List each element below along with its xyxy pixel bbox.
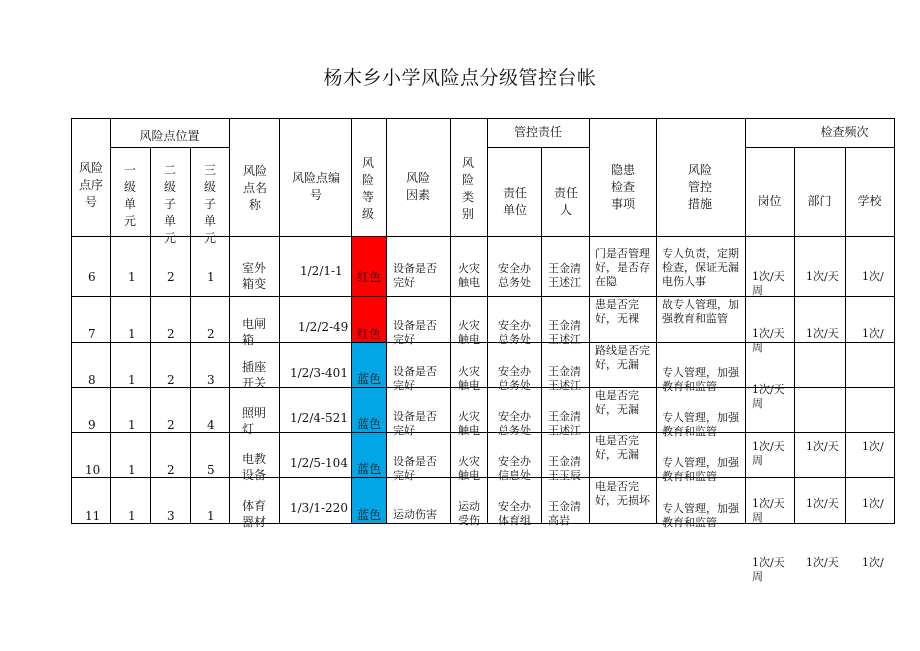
cell-l3: 5 bbox=[207, 463, 215, 477]
header-freq-group: 检查频次 bbox=[820, 125, 869, 139]
cell-category: 火灾触电 bbox=[458, 365, 480, 392]
cell-dept: 1次/天 bbox=[806, 327, 839, 340]
cell-code: 1/2/1-1 bbox=[300, 264, 343, 278]
cell-hazard: 电是否完好，无漏 bbox=[595, 434, 639, 461]
footer-dept: 1次/天 bbox=[806, 556, 839, 569]
cell-post: 1次/天周 bbox=[752, 327, 785, 354]
cell-unit: 安全办总务处 bbox=[498, 410, 531, 437]
cell-factor: 设备是否完好 bbox=[393, 365, 437, 392]
cell-grade: 蓝色 bbox=[357, 462, 382, 476]
cell-l1: 1 bbox=[128, 270, 136, 284]
cell-post: 1次/天周 bbox=[752, 270, 785, 297]
footer-post: 1次/天周 bbox=[752, 556, 785, 583]
cell-no: 11 bbox=[85, 509, 101, 523]
cell-unit: 安全办信息处 bbox=[498, 455, 531, 482]
cell-l2: 2 bbox=[167, 463, 175, 477]
cell-no: 10 bbox=[85, 463, 101, 477]
cell-category: 火灾触电 bbox=[458, 319, 480, 346]
cell-l3: 4 bbox=[207, 418, 215, 432]
header-code: 风险点编号 bbox=[291, 171, 340, 202]
cell-hazard: 患是否完好，无裸 bbox=[595, 298, 639, 325]
cell-l2: 2 bbox=[167, 270, 175, 284]
cell-unit: 安全办总务处 bbox=[498, 319, 531, 346]
cell-factor: 运动伤害 bbox=[393, 508, 437, 521]
cell-l3: 2 bbox=[207, 327, 215, 341]
cell-school: 1次/ bbox=[862, 270, 884, 283]
header-category: 风险类别 bbox=[461, 156, 474, 221]
cell-name: 电闸箱 bbox=[242, 317, 267, 347]
cell-measure: 专人管理，加强教育和监管 bbox=[662, 456, 739, 483]
cell-name: 插座开关 bbox=[242, 360, 267, 390]
cell-grade: 红色 bbox=[357, 327, 382, 341]
cell-grade: 蓝色 bbox=[357, 372, 382, 386]
cell-category: 火灾触电 bbox=[458, 410, 480, 437]
page-title: 杨木乡小学风险点分级管控台帐 bbox=[323, 67, 597, 89]
header-level3: 三级子单元 bbox=[203, 163, 216, 245]
cell-unit: 安全办体育组 bbox=[498, 500, 531, 527]
header-hazard: 隐患检查事项 bbox=[610, 163, 635, 211]
cell-person: 王金清王述江 bbox=[548, 410, 581, 437]
cell-no: 7 bbox=[88, 327, 96, 341]
header-dept: 部门 bbox=[807, 194, 832, 208]
cell-l2: 2 bbox=[167, 373, 175, 387]
cell-l1: 1 bbox=[128, 463, 136, 477]
cell-category: 火灾触电 bbox=[458, 455, 480, 482]
cell-hazard: 电是否完好，无损坏 bbox=[595, 480, 650, 507]
cell-post: 1次/天周 bbox=[752, 440, 785, 467]
cell-l1: 1 bbox=[128, 418, 136, 432]
cell-factor: 设备是否完好 bbox=[393, 319, 437, 346]
cell-l3: 3 bbox=[207, 373, 215, 387]
cell-name: 体育器材 bbox=[242, 499, 267, 529]
header-location-group: 风险点位置 bbox=[139, 129, 200, 143]
cell-dept: 1次/天 bbox=[806, 270, 839, 283]
header-risk-no: 风险点序号 bbox=[78, 161, 103, 209]
cell-code: 1/3/1-220 bbox=[290, 501, 348, 515]
cell-l1: 1 bbox=[128, 509, 136, 523]
cell-l1: 1 bbox=[128, 373, 136, 387]
cell-school: 1次/ bbox=[862, 440, 884, 453]
cell-post: 1次/天周 bbox=[752, 383, 785, 410]
cell-grade: 红色 bbox=[357, 270, 382, 284]
cell-factor: 设备是否完好 bbox=[393, 262, 437, 289]
cell-code: 1/2/5-104 bbox=[290, 456, 348, 470]
cell-person: 王金清王述江 bbox=[548, 262, 581, 289]
cell-l3: 1 bbox=[207, 509, 215, 523]
header-school: 学校 bbox=[857, 194, 882, 208]
cell-measure: 专人管理，加强教育和监管 bbox=[662, 502, 739, 529]
cell-person: 王金清王述江 bbox=[548, 365, 581, 392]
grade-cell-red bbox=[352, 237, 386, 296]
cell-name: 电教设备 bbox=[242, 452, 267, 482]
cell-person: 王金清王述江 bbox=[548, 319, 581, 346]
header-name: 风险点名称 bbox=[242, 164, 267, 212]
cell-l2: 2 bbox=[167, 327, 175, 341]
cell-unit: 安全办总务处 bbox=[498, 262, 531, 289]
cell-measure: 专人管理，加强教育和监管 bbox=[662, 411, 739, 438]
header-unit: 责任单位 bbox=[502, 186, 527, 217]
cell-factor: 设备是否完好 bbox=[393, 455, 437, 482]
cell-no: 8 bbox=[88, 373, 96, 387]
cell-l3: 1 bbox=[207, 270, 215, 284]
cell-code: 1/2/3-401 bbox=[290, 366, 348, 380]
cell-name: 室外箱变 bbox=[242, 261, 267, 291]
cell-hazard: 路线是否完好，无漏 bbox=[595, 344, 650, 371]
header-measure: 风险管控措施 bbox=[687, 163, 712, 211]
cell-no: 6 bbox=[88, 270, 96, 284]
cell-grade: 蓝色 bbox=[357, 508, 382, 522]
header-factor: 风险因素 bbox=[405, 171, 430, 202]
cell-l1: 1 bbox=[128, 327, 136, 341]
cell-measure: 专人管理，加强教育和监管 bbox=[662, 366, 739, 393]
cell-hazard: 门是否管理好，是否存在隐 bbox=[595, 247, 650, 288]
cell-category: 火灾触电 bbox=[458, 262, 480, 289]
cell-code: 1/2/4-521 bbox=[290, 411, 348, 425]
cell-hazard: 电是否完好，无漏 bbox=[595, 389, 639, 416]
cell-person: 王金清王玉辰 bbox=[548, 455, 581, 482]
cell-code: 1/2/2-49 bbox=[298, 320, 349, 334]
header-person: 责任人 bbox=[553, 186, 578, 217]
header-control-group: 管控责任 bbox=[513, 125, 562, 139]
cell-post: 1次/天周 bbox=[752, 497, 785, 524]
header-level1: 一级单元 bbox=[123, 163, 136, 228]
cell-l2: 2 bbox=[167, 418, 175, 432]
cell-l2: 3 bbox=[167, 509, 175, 523]
cell-school: 1次/ bbox=[862, 497, 884, 510]
footer-school: 1次/ bbox=[862, 556, 884, 569]
cell-person: 王金清高岩 bbox=[548, 500, 581, 527]
header-post: 岗位 bbox=[757, 194, 782, 208]
cell-dept: 1次/天 bbox=[806, 497, 839, 510]
header-grade: 风险等级 bbox=[361, 156, 374, 221]
cell-name: 照明灯 bbox=[242, 406, 267, 436]
cell-unit: 安全办总务处 bbox=[498, 365, 531, 392]
cell-dept: 1次/天 bbox=[806, 440, 839, 453]
cell-grade: 蓝色 bbox=[357, 417, 382, 431]
cell-factor: 设备是否完好 bbox=[393, 410, 437, 437]
cell-no: 9 bbox=[88, 418, 96, 432]
cell-school: 1次/ bbox=[862, 327, 884, 340]
header-level2: 二级子单元 bbox=[163, 163, 176, 245]
cell-category: 运动受伤 bbox=[458, 500, 480, 527]
cell-measure: 故专人管理，加强教育和监管 bbox=[662, 298, 739, 325]
cell-measure: 专人负责，定期检查，保证无漏电伤人事 bbox=[662, 247, 739, 288]
